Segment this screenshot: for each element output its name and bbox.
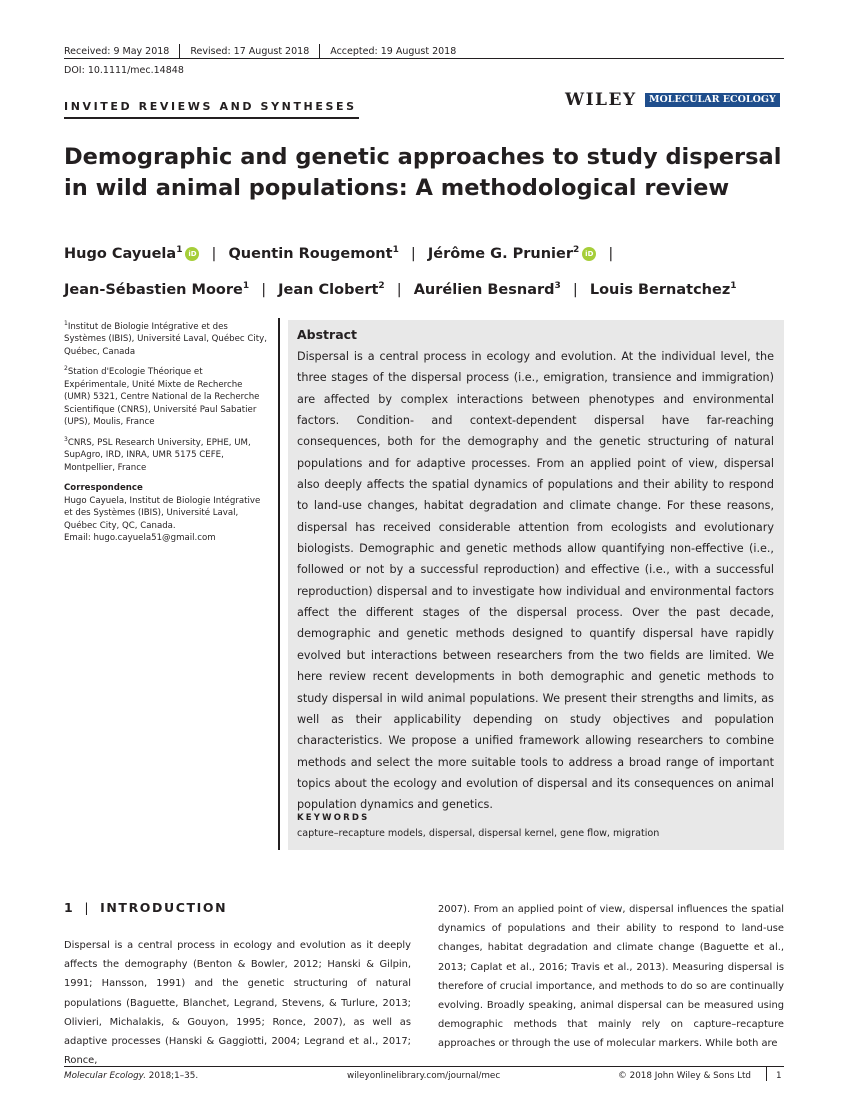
body-text-right: 2007). From an applied point of view, dispersal influences the spatial dynamics of populations and their ability to respond to land-use changes, habitat degradation and climate change (Baguette et al., 2013; Caplat et al., 2016; Travis et al., 2013). Measuring dispersal is therefore of crucial importance, and methods to do so are continually evolving. Broadly speaking, animal dispersal can be measured using demographic methods that mainly rely on capture–recapture approaches or through the use of molecular markers. While both are: [438, 904, 784, 1050]
author-affiliation-ref: 1: [242, 280, 250, 291]
section-title: INTRODUCTION: [100, 900, 228, 915]
footer-copyright: © 2018 John Wiley & Sons Ltd: [618, 1071, 752, 1081]
article-title: Demographic and genetic approaches to study dispersal in wild animal populations: A methodological review: [64, 144, 782, 201]
section-label: INVITED REVIEWS AND SYNTHESES: [64, 100, 357, 113]
keywords: capture–recapture models, dispersal, dispersal kernel, gene flow, migration: [297, 828, 660, 839]
footer-journal-name: Molecular Ecology.: [64, 1071, 146, 1081]
orcid-icon[interactable]: iD: [582, 247, 596, 261]
author-affiliation-ref: 1: [176, 245, 183, 255]
author-affiliation-ref: 1: [392, 245, 399, 255]
date-divider: [319, 44, 320, 58]
author-affiliation-ref: 3: [554, 280, 561, 291]
author-list: [64, 234, 784, 306]
author-affiliation-ref: 2: [573, 245, 580, 255]
journal-logo: MOLECULAR ECOLOGY: [645, 93, 780, 107]
section-number: 1: [64, 900, 75, 915]
author-name: Louis Bernatchez: [589, 281, 731, 298]
author-divider: |: [410, 245, 416, 262]
author-name: Aurélien Besnard: [413, 281, 555, 298]
date-divider: [179, 44, 180, 58]
author-divider: |: [572, 281, 578, 298]
abstract-rule: [278, 318, 280, 850]
author-divider: |: [396, 281, 402, 298]
author-divider: |: [261, 281, 267, 298]
footer-volume: 2018;1–35.: [146, 1071, 199, 1081]
header-rule: [64, 58, 784, 59]
correspondence-text: Hugo Cayuela, Institut de Biologie Intégrative et des Systèmes (IBIS), Université Laval, Québec City, QC, Canada. Email: hugo.cayuela51@gmail.com: [64, 495, 261, 544]
author-line: [64, 234, 784, 270]
abstract-heading: Abstract: [297, 327, 358, 342]
article-dates: [64, 44, 456, 58]
affiliation: $^3$CNRS, PSL Research University, EPHE, UM, SupAgro, IRD, INRA, UMR 5175 CEFE, Montpellier, France: [64, 435, 251, 473]
accepted-date: Accepted: 19 August 2018: [330, 45, 457, 57]
abstract-text: Dispersal is a central process in ecology and evolution. At the individual level, the three stages of the dispersal process (i.e., emigration, transience and immigration) are affected by complex interactions between phenotypes and environmental factors. Condition- and context-dependent dispersal have far-reaching consequences, both for the demography and the genetic structuring of natural populations and for adaptive processes. From an applied point of view, dispersal also deeply affects the spatial dynamics of populations and their ability to respond to land-use changes, habitat degradation and climate change. For these reasons, dispersal has received considerable attention from ecologists and evolutionary biologists. Demographic and genetic methods allow quantifying non-effective (i.e., followed or not by a successful reproduction) and effective (i.e., with a successful reproduction) dispersal and to investigate how individual and environmental factors affect the different stages of the dispersal process. Over the past decade, demographic and genetic methods designed to quantify dispersal have rapidly evolved but interactions between researchers from the two fields are limited. We here review recent developments in both demographic and genetic methods to study dispersal in wild animal populations. We present their strengths and limits, as well as their applicability depending on study objectives and population characteristics. We propose a unified framework allowing researchers to combine methods and select the more suitable tools to address a broad range of important topics about the ecology and evolution of dispersal and its consequences on animal population dynamics and genetics.: [297, 350, 774, 812]
body-text-left: Dispersal is a central process in ecology and evolution as it deeply affects the demography (Benton & Bowler, 2012; Hanski & Gilpin, 1991; Hansson, 1991) and the genetic structuring of natural populations (Baguette, Blanchet, Legrand, Stevens, & Turlure, 2013; Olivieri, Michalakis, & Gouyon, 1995; Ronce, 2007), as well as adaptive processes (Hanski & Gaggiotti, 2004; Legrand et al., 2017; Ronce,: [64, 940, 411, 1067]
affiliation: $^1$Institut de Biologie Intégrative et des Systèmes (IBIS), Université Laval, Québec City, Québec, Canada: [64, 320, 267, 357]
footer-divider: [766, 1066, 767, 1081]
author-affiliation-ref: 2: [378, 280, 385, 291]
author-name: Quentin Rougemont: [228, 245, 393, 262]
author-name: Jean-Sébastien Moore: [64, 281, 243, 298]
revised-date: Revised: 17 August 2018: [190, 45, 310, 57]
author-divider: |: [211, 245, 217, 262]
heading-divider: |: [84, 900, 91, 915]
affiliations: [64, 318, 269, 545]
page-number: 1: [776, 1071, 782, 1081]
footer-url[interactable]: wileyonlinelibrary.com/journal/mec: [347, 1071, 501, 1081]
footer-citation: [64, 1071, 198, 1081]
footer-rule: [64, 1066, 784, 1067]
orcid-icon[interactable]: iD: [185, 247, 199, 261]
author-name: Hugo Cayuela: [64, 245, 177, 262]
author-divider: |: [608, 245, 614, 262]
section-rule: [64, 117, 359, 119]
keywords-heading: KEYWORDS: [297, 813, 370, 823]
author-name: Jérôme G. Prunier: [427, 245, 574, 262]
author-line: [64, 270, 784, 306]
author-name: Jean Clobert: [278, 281, 379, 298]
doi[interactable]: DOI: 10.1111/mec.14848: [64, 65, 184, 76]
introduction-heading: [64, 900, 227, 915]
correspondence-heading: Correspondence: [64, 483, 143, 494]
author-affiliation-ref: 1: [730, 280, 737, 291]
publisher-logo: WILEY: [565, 90, 637, 110]
affiliation: $^2$Station d'Ecologie Théorique et Expérimentale, Unité Mixte de Recherche (UMR) 5321, Centre National de la Recherche Scientifique (CNRS), Université Paul Sabatier (UPS), Moulis, France: [64, 365, 260, 428]
received-date: Received: 9 May 2018: [64, 45, 170, 57]
correspondence-email[interactable]: Email: hugo.cayuela51@gmail.com: [64, 533, 216, 544]
